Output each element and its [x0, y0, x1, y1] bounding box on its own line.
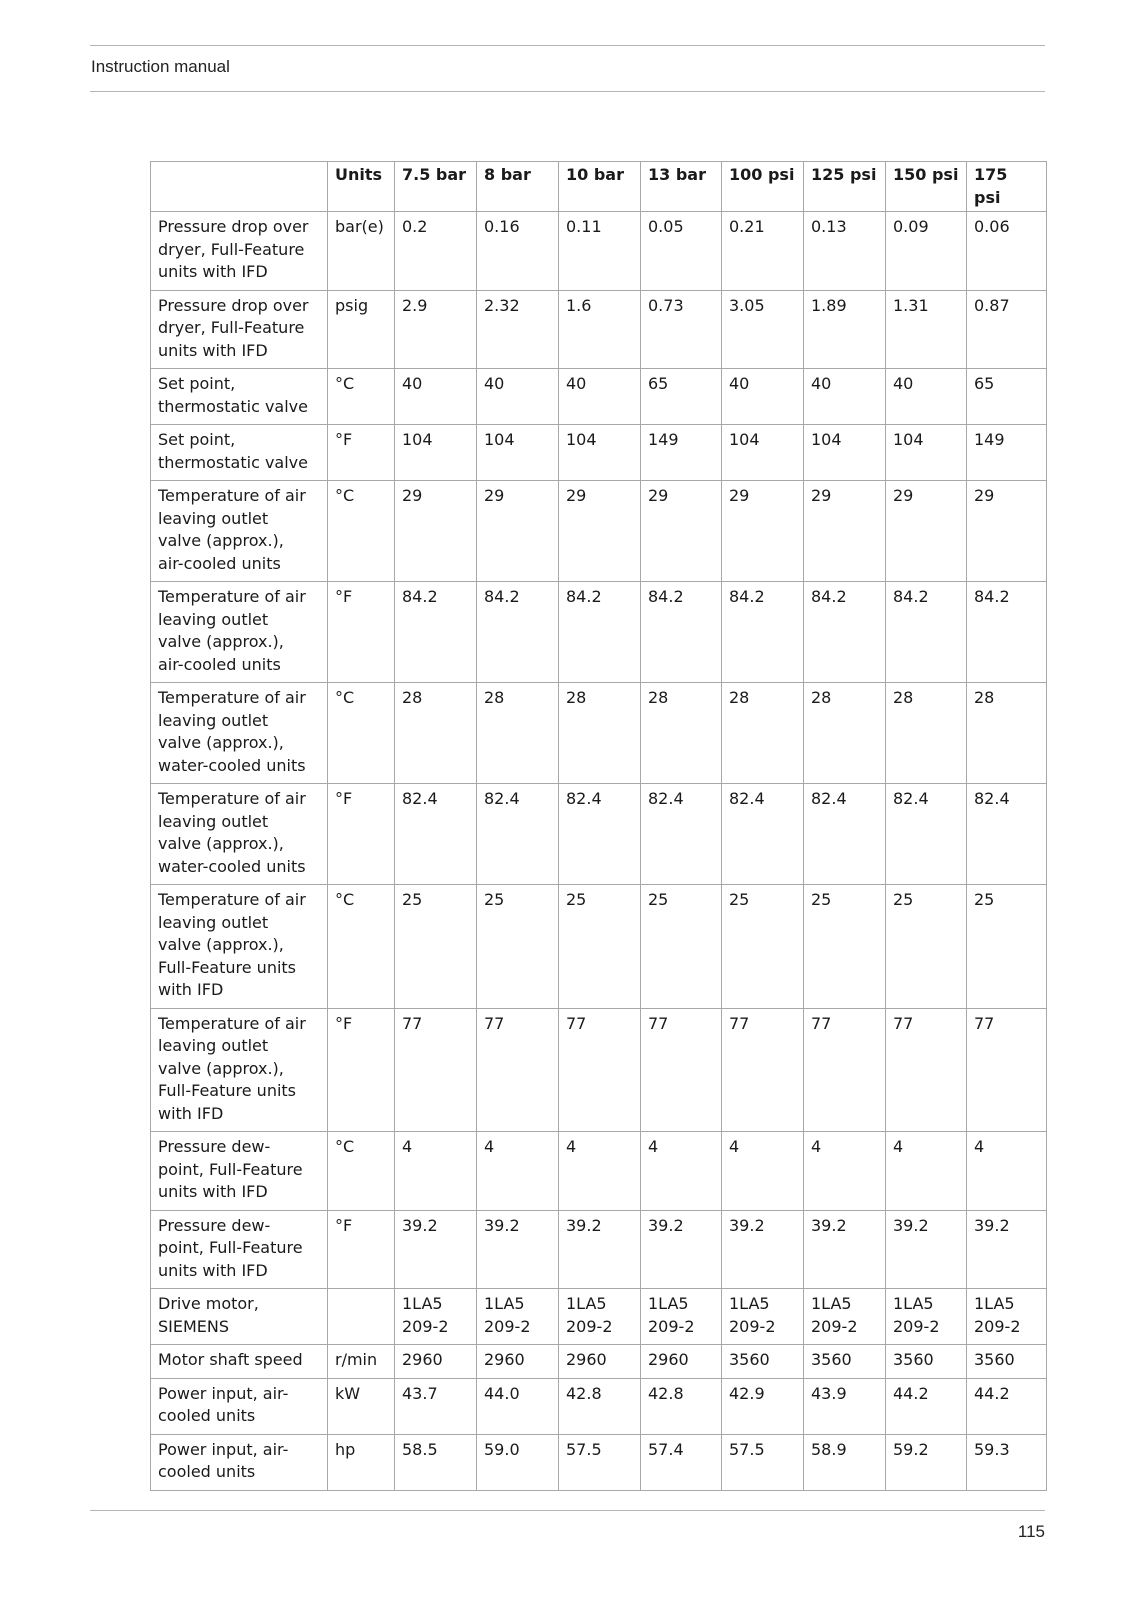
value-cell: 1LA5 209-2	[559, 1289, 641, 1345]
value-cell: 77	[559, 1008, 641, 1132]
value-cell: 42.8	[559, 1378, 641, 1434]
value-cell: 4	[395, 1132, 477, 1211]
header-cell-pressure: 7.5 bar	[395, 162, 477, 212]
value-cell: 82.4	[559, 784, 641, 885]
value-cell: 28	[559, 683, 641, 784]
value-cell: 104	[722, 425, 804, 481]
value-cell: 29	[804, 481, 886, 582]
value-cell: 84.2	[967, 582, 1047, 683]
value-cell: 84.2	[477, 582, 559, 683]
header-cell-units: Units	[328, 162, 395, 212]
value-cell: 82.4	[395, 784, 477, 885]
value-cell: 40	[477, 369, 559, 425]
value-cell: 1LA5 209-2	[967, 1289, 1047, 1345]
row-label: Power input, air- cooled units	[151, 1378, 328, 1434]
footer-rule	[90, 1510, 1045, 1511]
header-cell-pressure: 125 psi	[804, 162, 886, 212]
value-cell: 28	[641, 683, 722, 784]
value-cell: 29	[477, 481, 559, 582]
value-cell: 1LA5 209-2	[641, 1289, 722, 1345]
value-cell: 0.11	[559, 212, 641, 291]
value-cell: 104	[477, 425, 559, 481]
row-label: Temperature of air leaving outlet valve (approx.), Full-Feature units with IFD	[151, 885, 328, 1009]
value-cell: 28	[722, 683, 804, 784]
value-cell: 2960	[559, 1345, 641, 1379]
value-cell: 58.5	[395, 1434, 477, 1490]
value-cell: 2960	[477, 1345, 559, 1379]
value-cell: 84.2	[886, 582, 967, 683]
table-body	[151, 212, 1047, 1491]
value-cell: 1LA5 209-2	[886, 1289, 967, 1345]
value-cell: 57.5	[559, 1434, 641, 1490]
value-cell: 149	[967, 425, 1047, 481]
value-cell: 2960	[641, 1345, 722, 1379]
value-cell: 104	[804, 425, 886, 481]
row-label: Temperature of air leaving outlet valve (approx.), air-cooled units	[151, 481, 328, 582]
row-unit: °C	[328, 481, 395, 582]
row-label: Pressure dew- point, Full-Feature units with IFD	[151, 1132, 328, 1211]
value-cell: 39.2	[641, 1210, 722, 1289]
value-cell: 77	[967, 1008, 1047, 1132]
row-unit: °C	[328, 885, 395, 1009]
table-row	[151, 683, 1047, 784]
table-row	[151, 1434, 1047, 1490]
value-cell: 82.4	[722, 784, 804, 885]
table-row	[151, 784, 1047, 885]
value-cell: 25	[722, 885, 804, 1009]
value-cell: 82.4	[886, 784, 967, 885]
table-row	[151, 1132, 1047, 1211]
header-cell-pressure: 150 psi	[886, 162, 967, 212]
row-unit: °C	[328, 369, 395, 425]
technical-data-table	[150, 161, 1047, 1491]
row-unit: °C	[328, 1132, 395, 1211]
value-cell: 43.9	[804, 1378, 886, 1434]
value-cell: 104	[559, 425, 641, 481]
table-row	[151, 1289, 1047, 1345]
document-header-title: Instruction manual	[91, 57, 230, 76]
table-row	[151, 212, 1047, 291]
row-label: Temperature of air leaving outlet valve (approx.), Full-Feature units with IFD	[151, 1008, 328, 1132]
table-header-row	[151, 162, 1047, 212]
value-cell: 0.21	[722, 212, 804, 291]
row-label: Pressure dew- point, Full-Feature units with IFD	[151, 1210, 328, 1289]
value-cell: 82.4	[967, 784, 1047, 885]
value-cell: 0.05	[641, 212, 722, 291]
value-cell: 82.4	[804, 784, 886, 885]
value-cell: 40	[722, 369, 804, 425]
value-cell: 0.2	[395, 212, 477, 291]
value-cell: 40	[886, 369, 967, 425]
table-row	[151, 1378, 1047, 1434]
value-cell: 57.5	[722, 1434, 804, 1490]
header-cell-blank	[151, 162, 328, 212]
row-unit: bar(e)	[328, 212, 395, 291]
value-cell: 84.2	[395, 582, 477, 683]
header-cell-pressure: 100 psi	[722, 162, 804, 212]
value-cell: 82.4	[477, 784, 559, 885]
value-cell: 84.2	[722, 582, 804, 683]
value-cell: 28	[967, 683, 1047, 784]
row-label: Drive motor, SIEMENS	[151, 1289, 328, 1345]
value-cell: 58.9	[804, 1434, 886, 1490]
header-rule-top	[90, 45, 1045, 46]
value-cell: 29	[886, 481, 967, 582]
value-cell: 29	[395, 481, 477, 582]
row-unit: °F	[328, 425, 395, 481]
page-number: 115	[1017, 1522, 1045, 1541]
value-cell: 0.09	[886, 212, 967, 291]
row-label: Temperature of air leaving outlet valve (approx.), water-cooled units	[151, 784, 328, 885]
value-cell: 39.2	[886, 1210, 967, 1289]
value-cell: 39.2	[559, 1210, 641, 1289]
value-cell: 2.32	[477, 290, 559, 369]
value-cell: 40	[395, 369, 477, 425]
table-row	[151, 369, 1047, 425]
value-cell: 4	[559, 1132, 641, 1211]
value-cell: 25	[804, 885, 886, 1009]
value-cell: 25	[395, 885, 477, 1009]
value-cell: 28	[477, 683, 559, 784]
value-cell: 29	[641, 481, 722, 582]
value-cell: 29	[967, 481, 1047, 582]
value-cell: 149	[641, 425, 722, 481]
row-label: Set point, thermostatic valve	[151, 425, 328, 481]
value-cell: 2960	[395, 1345, 477, 1379]
value-cell: 3.05	[722, 290, 804, 369]
value-cell: 44.2	[886, 1378, 967, 1434]
value-cell: 39.2	[395, 1210, 477, 1289]
value-cell: 3560	[804, 1345, 886, 1379]
row-label: Power input, air- cooled units	[151, 1434, 328, 1490]
value-cell: 43.7	[395, 1378, 477, 1434]
row-unit: °F	[328, 582, 395, 683]
value-cell: 39.2	[804, 1210, 886, 1289]
value-cell: 1.89	[804, 290, 886, 369]
table-row	[151, 1345, 1047, 1379]
value-cell: 0.06	[967, 212, 1047, 291]
value-cell: 3560	[967, 1345, 1047, 1379]
header-cell-pressure: 8 bar	[477, 162, 559, 212]
value-cell: 29	[722, 481, 804, 582]
row-label: Pressure drop over dryer, Full-Feature units with IFD	[151, 290, 328, 369]
value-cell: 25	[886, 885, 967, 1009]
value-cell: 77	[722, 1008, 804, 1132]
row-unit: hp	[328, 1434, 395, 1490]
value-cell: 104	[395, 425, 477, 481]
value-cell: 25	[641, 885, 722, 1009]
value-cell: 1LA5 209-2	[477, 1289, 559, 1345]
value-cell: 25	[967, 885, 1047, 1009]
value-cell: 39.2	[477, 1210, 559, 1289]
value-cell: 4	[722, 1132, 804, 1211]
row-unit: °F	[328, 1210, 395, 1289]
value-cell: 2.9	[395, 290, 477, 369]
row-unit: r/min	[328, 1345, 395, 1379]
value-cell: 77	[804, 1008, 886, 1132]
header-cell-pressure: 13 bar	[641, 162, 722, 212]
row-label: Pressure drop over dryer, Full-Feature units with IFD	[151, 212, 328, 291]
value-cell: 77	[395, 1008, 477, 1132]
value-cell: 44.0	[477, 1378, 559, 1434]
value-cell: 77	[477, 1008, 559, 1132]
row-label: Temperature of air leaving outlet valve (approx.), water-cooled units	[151, 683, 328, 784]
value-cell: 1LA5 209-2	[722, 1289, 804, 1345]
value-cell: 39.2	[967, 1210, 1047, 1289]
value-cell: 65	[641, 369, 722, 425]
value-cell: 4	[967, 1132, 1047, 1211]
value-cell: 28	[395, 683, 477, 784]
row-unit: °F	[328, 1008, 395, 1132]
value-cell: 0.87	[967, 290, 1047, 369]
value-cell: 42.8	[641, 1378, 722, 1434]
row-label: Temperature of air leaving outlet valve (approx.), air-cooled units	[151, 582, 328, 683]
table-row	[151, 582, 1047, 683]
row-label: Set point, thermostatic valve	[151, 369, 328, 425]
row-unit: °F	[328, 784, 395, 885]
value-cell: 59.0	[477, 1434, 559, 1490]
value-cell: 3560	[722, 1345, 804, 1379]
header-cell-pressure: 175 psi	[967, 162, 1047, 212]
value-cell: 28	[886, 683, 967, 784]
row-unit: kW	[328, 1378, 395, 1434]
value-cell: 29	[559, 481, 641, 582]
value-cell: 25	[559, 885, 641, 1009]
value-cell: 77	[641, 1008, 722, 1132]
value-cell: 39.2	[722, 1210, 804, 1289]
table-row	[151, 1210, 1047, 1289]
value-cell: 59.3	[967, 1434, 1047, 1490]
value-cell: 1.31	[886, 290, 967, 369]
row-unit: °C	[328, 683, 395, 784]
value-cell: 28	[804, 683, 886, 784]
header-cell-pressure: 10 bar	[559, 162, 641, 212]
row-unit	[328, 1289, 395, 1345]
value-cell: 4	[641, 1132, 722, 1211]
value-cell: 1LA5 209-2	[395, 1289, 477, 1345]
value-cell: 57.4	[641, 1434, 722, 1490]
table-row	[151, 290, 1047, 369]
value-cell: 40	[559, 369, 641, 425]
value-cell: 4	[477, 1132, 559, 1211]
value-cell: 65	[967, 369, 1047, 425]
header-rule-bottom	[90, 91, 1045, 92]
value-cell: 0.73	[641, 290, 722, 369]
table-row	[151, 481, 1047, 582]
row-label: Motor shaft speed	[151, 1345, 328, 1379]
value-cell: 40	[804, 369, 886, 425]
value-cell: 84.2	[804, 582, 886, 683]
table-row	[151, 1008, 1047, 1132]
value-cell: 0.16	[477, 212, 559, 291]
row-unit: psig	[328, 290, 395, 369]
value-cell: 1LA5 209-2	[804, 1289, 886, 1345]
table-row	[151, 425, 1047, 481]
value-cell: 77	[886, 1008, 967, 1132]
value-cell: 3560	[886, 1345, 967, 1379]
value-cell: 104	[886, 425, 967, 481]
table-row	[151, 885, 1047, 1009]
value-cell: 1.6	[559, 290, 641, 369]
value-cell: 4	[886, 1132, 967, 1211]
value-cell: 59.2	[886, 1434, 967, 1490]
value-cell: 42.9	[722, 1378, 804, 1434]
value-cell: 0.13	[804, 212, 886, 291]
value-cell: 84.2	[641, 582, 722, 683]
value-cell: 44.2	[967, 1378, 1047, 1434]
value-cell: 25	[477, 885, 559, 1009]
value-cell: 4	[804, 1132, 886, 1211]
value-cell: 84.2	[559, 582, 641, 683]
value-cell: 82.4	[641, 784, 722, 885]
